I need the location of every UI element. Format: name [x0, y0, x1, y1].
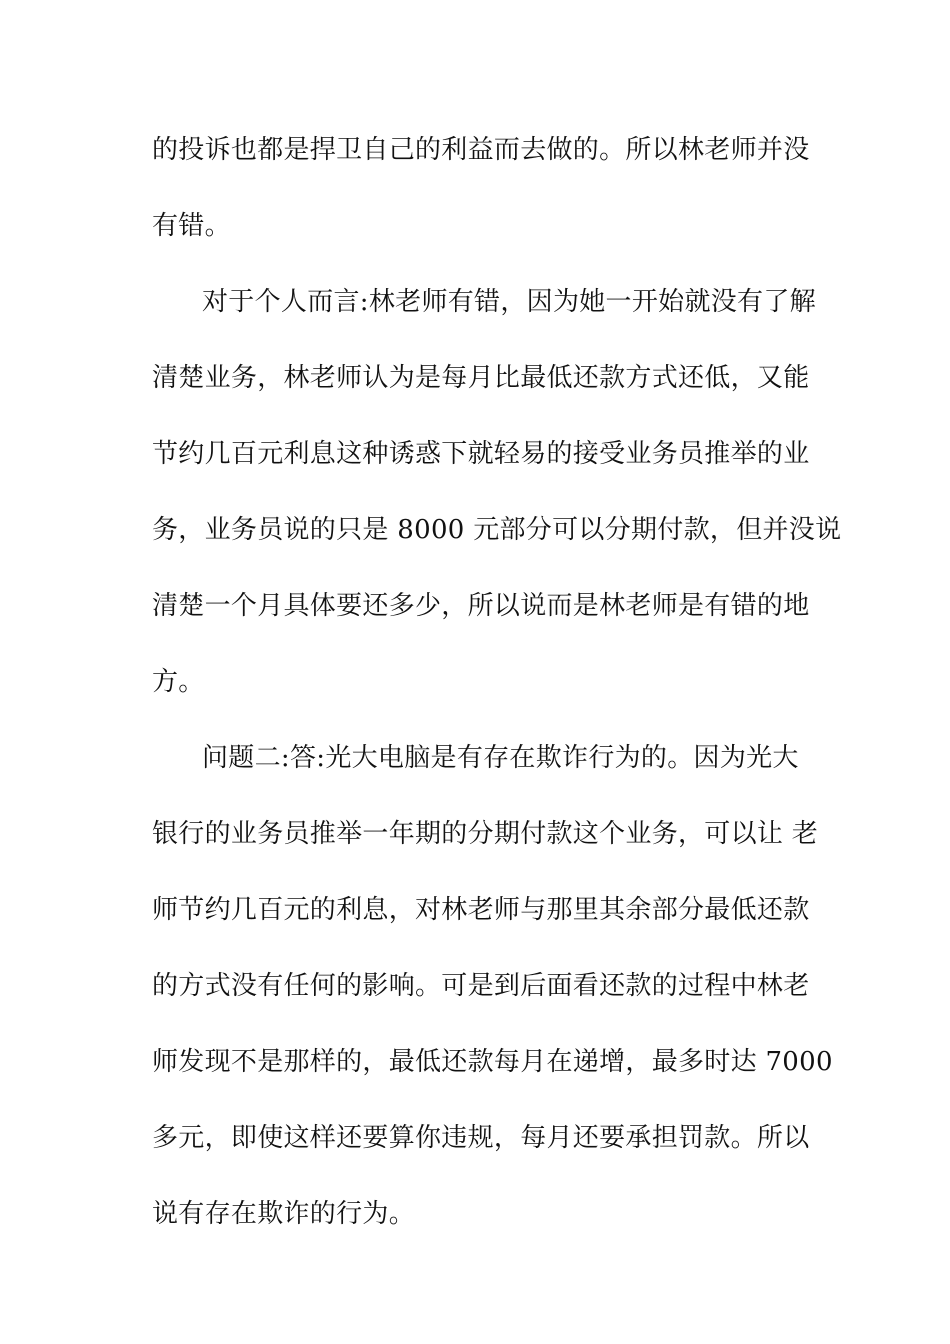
text-line-12: 的方式没有任何的影响。可是到后面看还款的过程中林老 [152, 971, 810, 1001]
text-line-7: 清楚一个月具体要还多少，所以说而是林老师是有错的地 [152, 591, 810, 621]
text-line-8: 方。 [152, 667, 205, 697]
paragraph-start-line-9: 问题二:答:光大电脑是有存在欺诈行为的。因为光大 [202, 743, 799, 773]
text-line-2: 有错。 [152, 211, 231, 241]
paragraph-start-line-3: 对于个人而言:林老师有错，因为她一开始就没有了解 [202, 287, 816, 317]
text-line-5: 节约几百元利息这种诱惑下就轻易的接受业务员推举的业 [152, 439, 810, 469]
text-line-4: 清楚业务，林老师认为是每月比最低还款方式还低，又能 [152, 363, 810, 393]
text-line-14: 多元，即使这样还要算你违规，每月还要承担罚款。所以 [152, 1123, 810, 1153]
text-line-15: 说有存在欺诈的行为。 [152, 1199, 416, 1229]
text-line-1: 的投诉也都是捍卫自己的利益而去做的。所以林老师并没 [152, 135, 810, 165]
text-line-10: 银行的业务员推举一年期的分期付款这个业务，可以让 老 [152, 819, 819, 849]
text-line-13: 师发现不是那样的，最低还款每月在递增，最多时达 7000 [152, 1047, 833, 1077]
text-line-6: 务，业务员说的只是 8000 元部分可以分期付款，但并没说 [152, 515, 842, 545]
text-line-11: 师节约几百元的利息，对林老师与那里其余部分最低还款 [152, 895, 810, 925]
